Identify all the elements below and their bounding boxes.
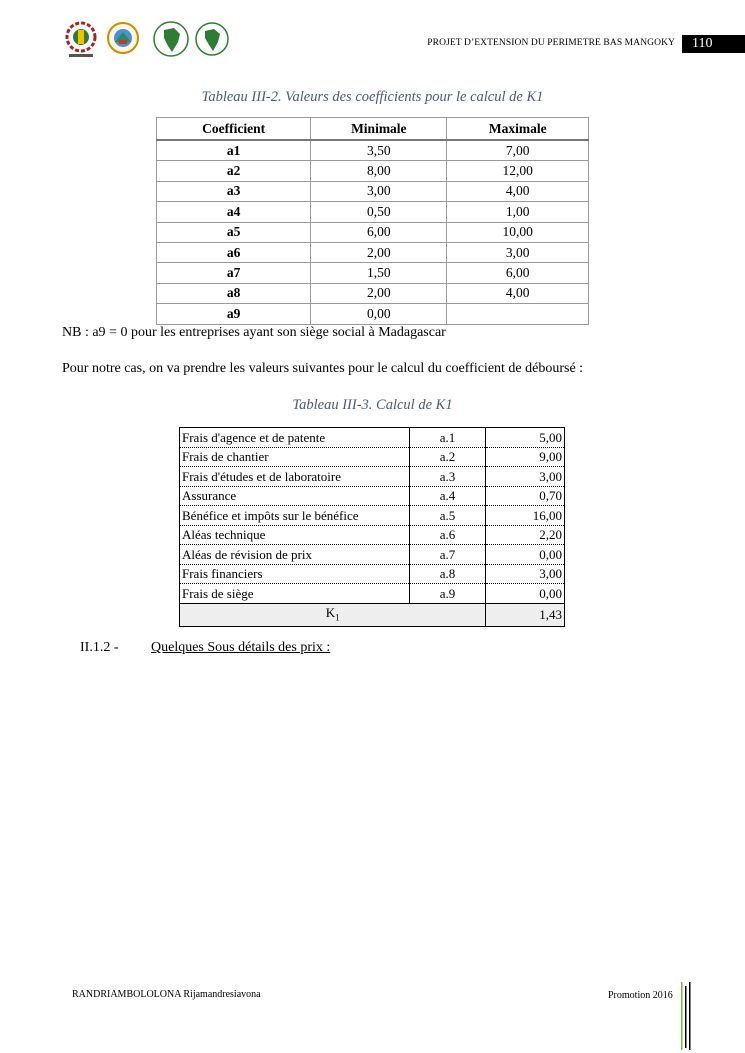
- cost-code: a.3: [409, 467, 486, 487]
- k-subscript: 1: [335, 612, 340, 623]
- table-row: [157, 140, 589, 161]
- cost-value: 0,70: [486, 486, 565, 506]
- cost-label: Frais de chantier: [180, 447, 410, 467]
- coef-code: a3: [157, 181, 311, 201]
- coef-max: 4,00: [447, 283, 589, 303]
- cost-label: Bénéfice et impôts sur le bénéfice: [180, 506, 410, 526]
- total-row: [180, 603, 565, 627]
- page-number: 110: [682, 35, 745, 53]
- cost-value: 3,00: [486, 564, 565, 584]
- cost-code: a.4: [409, 486, 486, 506]
- coef-code: a9: [157, 304, 311, 324]
- coef-max: [447, 304, 589, 324]
- cost-code: a.6: [409, 525, 486, 545]
- table-row: [157, 263, 589, 283]
- table-row: [180, 506, 565, 526]
- total-value: 1,43: [486, 603, 565, 627]
- coef-code: a6: [157, 242, 311, 262]
- coef-min: 2,00: [311, 242, 447, 262]
- coef-min: 0,00: [311, 304, 447, 324]
- coef-min: 0,50: [311, 202, 447, 222]
- cost-value: 16,00: [486, 506, 565, 526]
- k-symbol: K: [325, 604, 336, 620]
- table-header: Coefficient: [157, 118, 311, 141]
- madagascar-logo: [106, 20, 140, 58]
- cost-label: Frais de siège: [180, 584, 410, 604]
- cost-code: a.8: [409, 564, 486, 584]
- cost-value: 0,00: [486, 584, 565, 604]
- coef-code: a5: [157, 222, 311, 242]
- coef-max: 12,00: [447, 161, 589, 181]
- note-text: NB : a9 = 0 pour les entreprises ayant son siège social à Madagascar: [62, 325, 446, 340]
- afdb-fund-logo: [194, 20, 230, 58]
- coef-min: 3,50: [311, 140, 447, 161]
- table-row: [157, 283, 589, 303]
- k1-calculation-table: [179, 427, 565, 627]
- coef-min: 2,00: [311, 283, 447, 303]
- footer-author: RANDRIAMBOLOLONA Rijamandresiavona: [72, 989, 261, 1000]
- coef-max: 6,00: [447, 263, 589, 283]
- table-row: [180, 564, 565, 584]
- cost-label: Frais financiers: [180, 564, 410, 584]
- coef-code: a1: [157, 140, 311, 161]
- coef-code: a8: [157, 283, 311, 303]
- coef-max: 10,00: [447, 222, 589, 242]
- table-row: [180, 447, 565, 467]
- esp-logo: [64, 20, 98, 60]
- cost-label: Aléas de révision de prix: [180, 545, 410, 565]
- coef-code: a2: [157, 161, 311, 181]
- cost-value: 0,00: [486, 545, 565, 565]
- table-row: [180, 467, 565, 487]
- coef-min: 3,00: [311, 181, 447, 201]
- coef-min: 8,00: [311, 161, 447, 181]
- cost-code: a.1: [409, 428, 486, 448]
- cost-code: a.9: [409, 584, 486, 604]
- coef-min: 6,00: [311, 222, 447, 242]
- cost-value: 9,00: [486, 447, 565, 467]
- table-row: [180, 525, 565, 545]
- afdb-logo: [152, 20, 190, 58]
- table2-caption: Tableau III-3. Calcul de K1: [292, 397, 453, 413]
- table-row: [180, 428, 565, 448]
- table-row: [157, 181, 589, 201]
- project-title: PROJET D’EXTENSION DU PERIMETRE BAS MANGOKY: [427, 38, 675, 48]
- intro-paragraph: Pour notre cas, on va prendre les valeurs suivantes pour le calcul du coefficient de déboursé :: [62, 361, 584, 376]
- table-header: Maximale: [447, 118, 589, 141]
- cost-code: a.2: [409, 447, 486, 467]
- coef-max: 7,00: [447, 140, 589, 161]
- subsection-number: II.1.2 -: [80, 640, 119, 655]
- coefficients-table: [156, 117, 589, 325]
- table-row: [157, 242, 589, 262]
- coef-min: 1,50: [311, 263, 447, 283]
- footer-decorative-bars: [680, 982, 692, 1050]
- cost-code: a.7: [409, 545, 486, 565]
- coef-max: 1,00: [447, 202, 589, 222]
- table-row: [180, 486, 565, 506]
- total-label: [180, 603, 486, 627]
- cost-label: Frais d'agence et de patente: [180, 428, 410, 448]
- coef-code: a7: [157, 263, 311, 283]
- cost-value: 2,20: [486, 525, 565, 545]
- coef-code: a4: [157, 202, 311, 222]
- cost-value: 3,00: [486, 467, 565, 487]
- subsection-title: Quelques Sous détails des prix :: [151, 640, 331, 655]
- table-header: Minimale: [311, 118, 447, 141]
- table-row: [157, 304, 589, 324]
- table-row: [180, 584, 565, 604]
- cost-value: 5,00: [486, 428, 565, 448]
- cost-label: Assurance: [180, 486, 410, 506]
- cost-code: a.5: [409, 506, 486, 526]
- cost-label: Aléas technique: [180, 525, 410, 545]
- coef-max: 4,00: [447, 181, 589, 201]
- coef-max: 3,00: [447, 242, 589, 262]
- table-row: [180, 545, 565, 565]
- table-row: [157, 222, 589, 242]
- table-row: [157, 161, 589, 181]
- table-row: [157, 202, 589, 222]
- cost-label: Frais d'études et de laboratoire: [180, 467, 410, 487]
- table1-caption: Tableau III-2. Valeurs des coefficients pour le calcul de K1: [201, 89, 544, 105]
- footer-promotion: Promotion 2016: [608, 990, 673, 1001]
